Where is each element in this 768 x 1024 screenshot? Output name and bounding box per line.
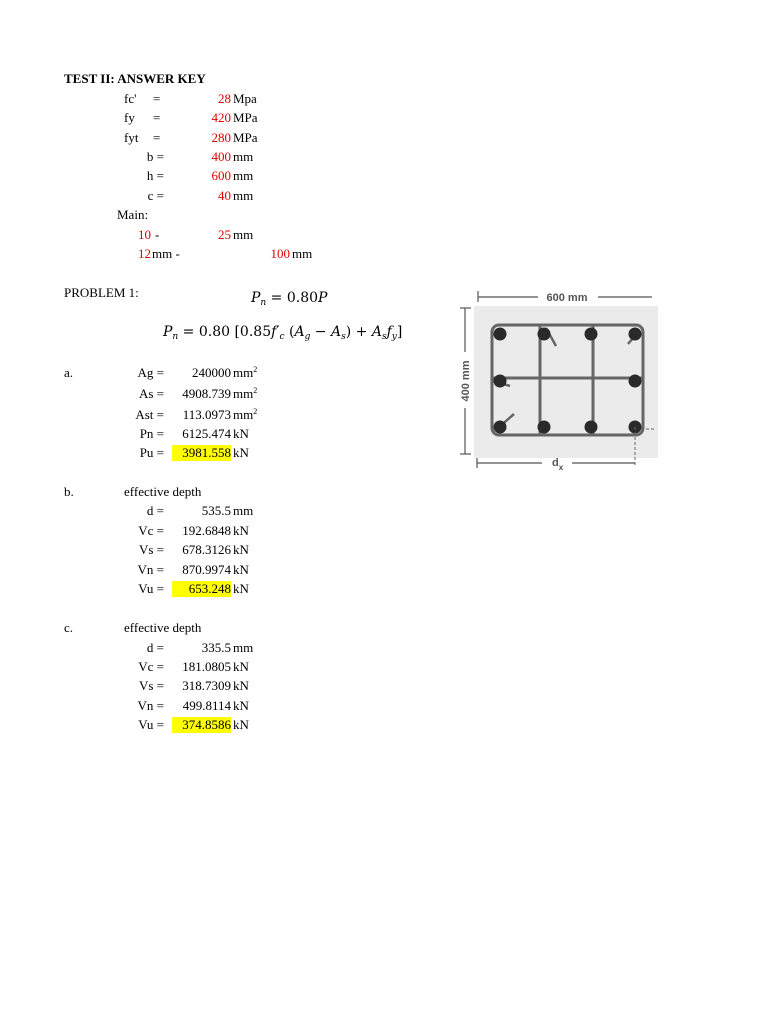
- width-dimension-label: 600 mm: [546, 292, 588, 304]
- given-unit: MPa: [233, 130, 258, 145]
- highlighted-answer: 653.248: [172, 581, 231, 597]
- given-value: 40: [218, 188, 231, 203]
- part-letter: c.: [64, 620, 74, 635]
- depth-dimension-label: [552, 457, 564, 472]
- given-label: b =: [146, 149, 164, 164]
- bar-diameter: 25: [218, 227, 231, 242]
- rebar: [538, 328, 551, 341]
- rebar: [629, 375, 642, 388]
- rebar: [629, 328, 642, 341]
- given-value: 400: [211, 149, 231, 164]
- result-unit: kN: [233, 698, 249, 713]
- bars-count: 10: [138, 227, 151, 242]
- result-label: Ast =: [135, 407, 164, 422]
- depth-symbol: d: [552, 457, 559, 469]
- rebar: [585, 328, 598, 341]
- given-unit: MPa: [233, 110, 258, 125]
- result-unit: kN: [233, 562, 249, 577]
- rebar: [585, 421, 598, 434]
- given-value: 600: [211, 168, 231, 183]
- result-label: Vn =: [137, 698, 164, 713]
- given-unit: mm: [233, 188, 254, 203]
- unit-exponent: 2: [253, 386, 258, 395]
- result-value: 335.5: [201, 640, 231, 655]
- result-unit: kN: [233, 659, 249, 674]
- result-unit: mm: [233, 365, 254, 380]
- result-label: Vs =: [138, 678, 164, 693]
- given-label: fc': [124, 91, 137, 106]
- result-unit: kN: [233, 717, 249, 732]
- formula-axial-capacity: $P_n = 0.80$ [$0.85f'_c$ $(A_g - A_s) + A_sf_y$]: [163, 324, 403, 342]
- highlighted-answer: 3981.558: [172, 445, 231, 461]
- given-label: c =: [147, 188, 164, 203]
- part-letter: a.: [64, 365, 74, 380]
- formula-nominal-load: $P_n = 0.80P$: [251, 290, 328, 308]
- result-label: Vc =: [138, 523, 164, 538]
- given-unit: Mpa: [233, 91, 257, 106]
- result-value: 113.0973: [182, 407, 231, 422]
- result-label: Pu =: [139, 445, 164, 460]
- given-eq: =: [153, 91, 161, 106]
- given-eq: =: [153, 110, 161, 125]
- result-label: Pn =: [139, 426, 164, 441]
- given-value: 28: [218, 91, 231, 106]
- result-unit: kN: [233, 523, 249, 538]
- result-label: Vn =: [137, 562, 164, 577]
- rebar: [494, 375, 507, 388]
- result-value: 192.6848: [182, 523, 231, 538]
- part-letter: b.: [64, 484, 74, 499]
- result-label: Vs =: [138, 542, 164, 557]
- result-value: 318.7309: [182, 678, 231, 693]
- given-value: 420: [211, 110, 231, 125]
- spacing-unit: mm: [292, 246, 313, 261]
- given-unit: mm: [233, 168, 254, 183]
- result-unit: mm: [233, 503, 254, 518]
- problem-label: PROBLEM 1:: [64, 285, 139, 300]
- result-label: Vc =: [138, 659, 164, 674]
- result-unit: mm: [233, 386, 254, 401]
- result-unit: mm: [233, 407, 254, 422]
- result-unit: kN: [233, 445, 249, 460]
- rebar: [494, 328, 507, 341]
- height-dimension-label: 400 mm: [460, 360, 472, 402]
- result-value: 535.5: [201, 503, 231, 518]
- tie-unit: mm -: [152, 246, 180, 261]
- column-section-diagram: [452, 286, 658, 476]
- given-unit: mm: [233, 149, 254, 164]
- section-heading: effective depth: [124, 484, 202, 499]
- section-heading: effective depth: [124, 620, 202, 635]
- result-label: d =: [146, 640, 164, 655]
- result-label: Vu =: [138, 717, 164, 732]
- result-label: d =: [146, 503, 164, 518]
- result-label: Ag =: [137, 365, 164, 380]
- unit-exponent: 2: [253, 407, 258, 416]
- bar-unit: mm: [233, 227, 254, 242]
- main-label: Main:: [117, 207, 149, 222]
- result-value: 181.0805: [182, 659, 231, 674]
- result-value: 240000: [192, 365, 231, 380]
- depth-subscript: x: [558, 463, 564, 472]
- highlighted-answer: 374.8586: [172, 717, 231, 733]
- result-unit: kN: [233, 581, 249, 596]
- result-value: 678.3126: [182, 542, 231, 557]
- given-eq: =: [153, 130, 161, 145]
- bars-dash: -: [155, 227, 160, 242]
- given-label: fy: [124, 110, 135, 125]
- result-unit: kN: [233, 542, 249, 557]
- result-unit: kN: [233, 678, 249, 693]
- result-unit: kN: [233, 426, 249, 441]
- given-label: fyt: [124, 130, 139, 145]
- given-label: h =: [146, 168, 164, 183]
- result-unit: mm: [233, 640, 254, 655]
- tie-spacing: 100: [270, 246, 290, 261]
- page-title: TEST II: ANSWER KEY: [64, 71, 206, 86]
- result-value: 4908.739: [182, 386, 231, 401]
- tie-diameter: 12: [138, 246, 151, 261]
- rebar: [538, 421, 551, 434]
- result-value: 6125.474: [182, 426, 231, 441]
- result-label: As =: [138, 386, 164, 401]
- unit-exponent: 2: [253, 365, 258, 374]
- rebar: [494, 421, 507, 434]
- given-value: 280: [211, 130, 231, 145]
- result-label: Vu =: [138, 581, 164, 596]
- result-value: 870.9974: [182, 562, 231, 577]
- result-value: 499.8114: [182, 698, 231, 713]
